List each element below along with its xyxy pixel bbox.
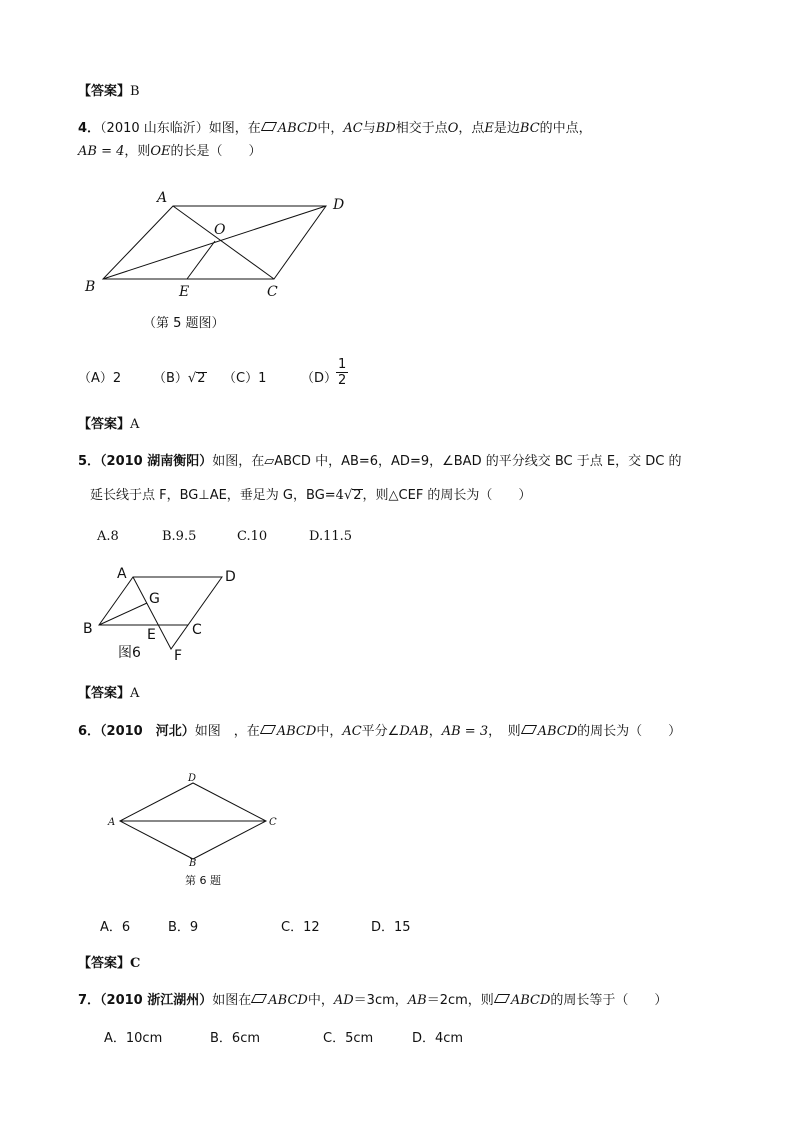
answer-value: A [130, 686, 140, 701]
question-6-options [100, 916, 500, 934]
question-text: 如图，在 [208, 121, 261, 136]
option-label: （D） [301, 371, 338, 386]
bisector-af-and-extension [133, 577, 188, 649]
answer-line-3 [78, 80, 140, 99]
question-text: 中， [307, 993, 334, 1008]
question-source: （2010 山东临沂） [100, 121, 209, 136]
question-5-line-1 [78, 450, 681, 469]
question-text: 与 [362, 121, 376, 136]
question-6-line-1 [78, 720, 681, 739]
answer-label: 【答案】 [78, 686, 131, 701]
math-var: ABCD [276, 724, 317, 739]
question-text: 延长线于点 F，BG⊥AE，垂足为 G，BG= [90, 488, 336, 503]
option-a: A．6 [100, 920, 131, 935]
figure-q6-rhombus [100, 768, 290, 890]
question-text: ，则 [124, 144, 151, 159]
question-text: ＝3cm， [353, 993, 408, 1008]
answer-line-5 [78, 682, 139, 701]
label-c: C [192, 622, 202, 638]
figure-caption: 图6 [118, 645, 141, 661]
answer-value: B [130, 84, 140, 99]
math-var: O [447, 121, 459, 136]
parallelogram-icon [521, 725, 537, 734]
math-var: ABCD [537, 724, 578, 739]
question-source: （2010 湖南衡阳） [100, 454, 213, 469]
math-var: AC [343, 121, 363, 136]
parallelogram-icon [251, 994, 267, 1003]
question-number: 4． [78, 121, 101, 136]
label-a: A [117, 566, 127, 582]
option-d: D．4cm [412, 1031, 464, 1046]
figure-caption: 第 6 题 [185, 874, 221, 887]
fraction [336, 357, 348, 388]
label-e: E [147, 627, 156, 643]
question-4-line-1 [78, 117, 592, 136]
option-b: （B）√2 [153, 371, 206, 386]
question-text: 的周长等于（ ） [550, 993, 668, 1008]
label-d: D [225, 569, 236, 585]
question-5-options [97, 529, 397, 547]
question-number: 7． [78, 993, 101, 1008]
radicand: 2 [197, 371, 206, 386]
question-text: 如图在 [212, 993, 252, 1008]
question-text: 平分∠ [361, 724, 400, 739]
question-number: 6． [78, 724, 101, 739]
option-a: A.8 [97, 529, 119, 544]
question-4-line-2 [78, 140, 262, 159]
question-7-options [104, 1027, 504, 1045]
math-var: BD [375, 121, 396, 136]
question-source: （2010 浙江湖州） [100, 993, 213, 1008]
math-var: DAB [399, 724, 429, 739]
label-b: B [189, 858, 197, 869]
option-d: D.11.5 [309, 529, 353, 544]
question-text: 是边 [493, 121, 520, 136]
math-var: ABCD [268, 993, 308, 1008]
question-text: 中， [317, 121, 344, 136]
question-source: （2010 河北） [100, 724, 195, 739]
math-coef: 4 [335, 488, 344, 503]
option-b: B．6cm [210, 1031, 261, 1046]
option-c: C．5cm [323, 1031, 374, 1046]
answer-line-6 [78, 952, 140, 971]
question-text: 相交于点 [395, 121, 448, 136]
label-b: B [83, 621, 93, 637]
numerator: 1 [338, 357, 347, 372]
parallelogram-icon [494, 994, 510, 1003]
parallelogram-icon [260, 725, 276, 734]
label-a: A [108, 817, 116, 828]
label-e: E [179, 284, 190, 300]
figure-q4-parallelogram [80, 188, 370, 308]
question-text: 中， [316, 724, 343, 739]
label-f: F [174, 648, 183, 664]
answer-line-4 [78, 413, 139, 432]
radicand: 2 [353, 488, 362, 503]
question-5-line-2: 延长线于点 F，BG⊥AE，垂足为 G，BG=4√2，则△CEF 的周长为（ ） [90, 488, 532, 503]
math-var: AD [333, 993, 354, 1008]
option-c: （C）1 [223, 371, 267, 386]
math-var: ABCD [510, 993, 551, 1008]
math-var: E [484, 121, 494, 136]
label-c: C [267, 284, 278, 300]
label-d: D [333, 197, 345, 213]
question-text: 的长是（ ） [170, 144, 262, 159]
question-text: 如图，在▱ABCD 中，AB=6，AD=9，∠BAD 的平分线交 BC 于点 E，交 DC 的 [212, 454, 682, 469]
option-d: D．15 [371, 920, 411, 935]
diagonal-ac [173, 206, 274, 279]
parallelogram-abcd [99, 577, 222, 625]
math-var: AC [342, 724, 362, 739]
math-var: BC [519, 121, 540, 136]
option-a: （A）2 [78, 371, 122, 386]
figure-q5-parallelogram [80, 562, 260, 667]
label-g: G [149, 591, 160, 607]
option-a: A．10cm [104, 1031, 163, 1046]
answer-label: 【答案】 [78, 956, 131, 971]
question-text: ＝2cm，则 [426, 993, 494, 1008]
question-7-line-1 [78, 989, 667, 1008]
answer-value: A [130, 417, 140, 432]
math-var: AB [407, 993, 427, 1008]
label-d: D [188, 773, 197, 784]
question-text: ，点 [458, 121, 485, 136]
option-d [301, 367, 337, 386]
option-c: C．12 [281, 920, 320, 935]
question-text: ， [428, 724, 442, 739]
option-label: （B） [153, 371, 188, 386]
question-text: 如图 ，在 [194, 724, 260, 739]
figure-caption: （第 5 题图） [143, 316, 225, 331]
question-text: ， 则 [488, 724, 521, 739]
question-text: 的中点， [539, 121, 592, 136]
label-a: A [157, 190, 168, 206]
parallelogram-icon [261, 122, 277, 131]
math-var: OE [150, 144, 171, 159]
option-b: B.9.5 [162, 529, 197, 544]
label-o: O [214, 222, 226, 238]
label-c: C [269, 817, 277, 828]
math-expr: AB = 3 [441, 724, 489, 739]
math-expr: AB = 4 [78, 144, 125, 159]
answer-value: C [130, 956, 141, 971]
answer-label: 【答案】 [78, 417, 131, 432]
question-text: 的周长为（ ） [577, 724, 682, 739]
answer-label: 【答案】 [78, 84, 131, 99]
label-b: B [85, 279, 96, 295]
question-text: ，则△CEF 的周长为（ ） [362, 488, 532, 503]
question-number: 5． [78, 454, 101, 469]
denominator: 2 [338, 373, 347, 388]
option-b: B．9 [168, 920, 199, 935]
option-c: C.10 [237, 529, 268, 544]
math-var: ABCD [277, 121, 318, 136]
